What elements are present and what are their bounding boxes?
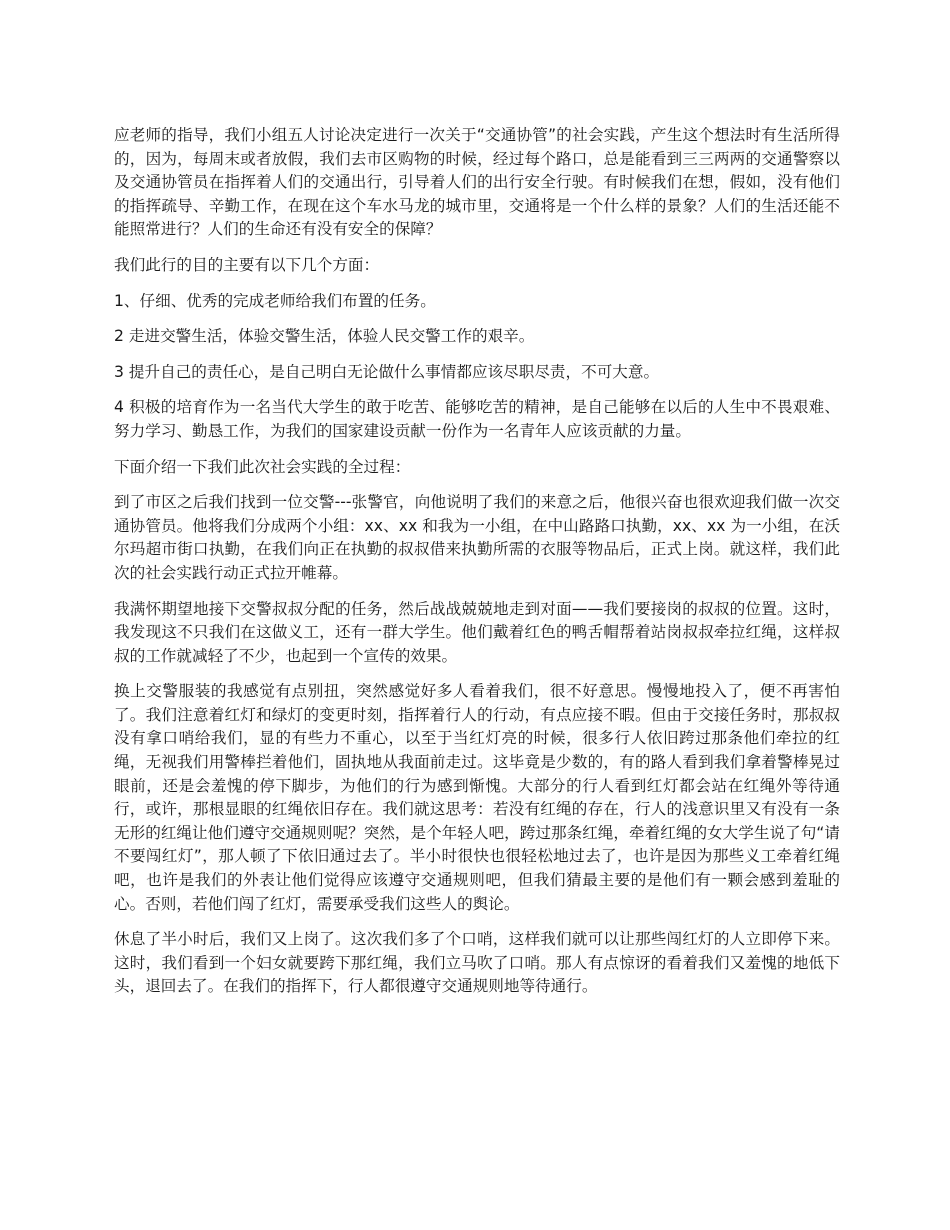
paragraph-purpose-2: 2 走进交警生活，体验交警生活，体验人民交警工作的艰辛。 [114,327,535,346]
paragraph-experience: 换上交警服装的我感觉有点别扭，突然感觉好多人看着我们，很不好意思。慢慢地投入了，便不再害怕了。我们注意着红灯和绿灯的变更时刻，指挥着行人的行动，有点应接不暇。但由于交接任务时，那叔叔没有拿口哨给我们，显的有些力不重心，以至于当红灯亮的时候，很多行人依旧跨过那条他们牵拉的红绳，无视我们用警棒拦着他们，固执地从我面前走过。这毕竟是少数的，有的路人看到我们拿着警棒晃过眼前，还是会羞愧的停下脚步，为他们的行为感到惭愧。大部分的行人看到红灯都会站在红绳外等待通行，或许，那根显眼的红绳依旧存在。我们就这思考：若没有红绳的存在，行人的浅意识里又有没有一条无形的红绳让他们遵守交通规则呢？突然，是个年轻人吧，跨过那条红绳，牵着红绳的女大学生说了句“请不要闯红灯”，那人顿了下依旧通过去了。半小时很快也很轻松地过去了，也许是因为那些义工牵着红绳吧，也许是我们的外表让他们觉得应该遵守交通规则吧，但我们猜最主要的是他们有一颗会感到羞耻的心。否则，若他们闯了红灯，需要承受我们这些人的舆论。 [114,682,840,913]
paragraph-purpose-3: 3 提升自己的责任心，是自己明白无论做什么事情都应该尽职尽责，不可大意。 [114,362,660,381]
paragraph-arrival: 到了市区之后我们找到一位交警---张警官，向他说明了我们的来意之后，他很兴奋也很欢迎我们做一次交通协管员。他将我们分成两个小组：xx、xx 和我为一小组，在中山路路口执勤，xx、xx 为一小组，在沃尔玛超市街口执勤，在我们向正在执勤的叔叔借来执勤所需的衣服等物品后，正式上岗。就这样，我们此次的社会实践行动正式拉开帷幕。 [114,493,840,582]
paragraph-first-post: 我满怀期望地接下交警叔叔分配的任务，然后战战兢兢地走到对面——我们要接岗的叔叔的位置。这时，我发现这不只我们在这做义工，还有一群大学生。他们戴着红色的鸭舌帽帮着站岗叔叔牵拉红绳，这样叔叔的工作就减轻了不少，也起到一个宣传的效果。 [114,599,840,665]
paragraph-purpose-heading: 我们此行的目的主要有以下几个方面： [114,255,380,274]
paragraph-intro: 应老师的指导，我们小组五人讨论决定进行一次关于“交通协管”的社会实践，产生这个想法时有生活所得的，因为，每周末或者放假，我们去市区购物的时候，经过每个路口，总是能看到三三两两的交通警察以及交通协管员在指挥着人们的交通出行，引导着人们的出行安全行驶。有时候我们在想，假如，没有他们的指挥疏导、辛勤工作，在现在这个车水马龙的城市里，交通将是一个什么样的景象？人们的生活还能不能照常进行？人们的生命还有没有安全的保障？ [114,126,840,239]
paragraph-second-shift: 休息了半小时后，我们又上岗了。这次我们多了个口哨，这样我们就可以让那些闯红灯的人立即停下来。这时，我们看到一个妇女就要跨下那红绳，我们立马吹了口哨。那人有点惊讶的看着我们又羞愧的地低下头，退回去了。在我们的指挥下，行人都很遵守交通规则地等待通行。 [114,930,840,996]
paragraph-purpose-1: 1、仔细、优秀的完成老师给我们布置的任务。 [114,291,436,310]
paragraph-purpose-4: 4 积极的培育作为一名当代大学生的敢于吃苦、能够吃苦的精神，是自己能够在以后的人生中不畏艰难、努力学习、勤恳工作，为我们的国家建设贡献一份作为一名青年人应该贡献的力量。 [114,398,840,440]
paragraph-process-heading: 下面介绍一下我们此次社会实践的全过程： [114,457,411,476]
document-body [114,124,840,1011]
